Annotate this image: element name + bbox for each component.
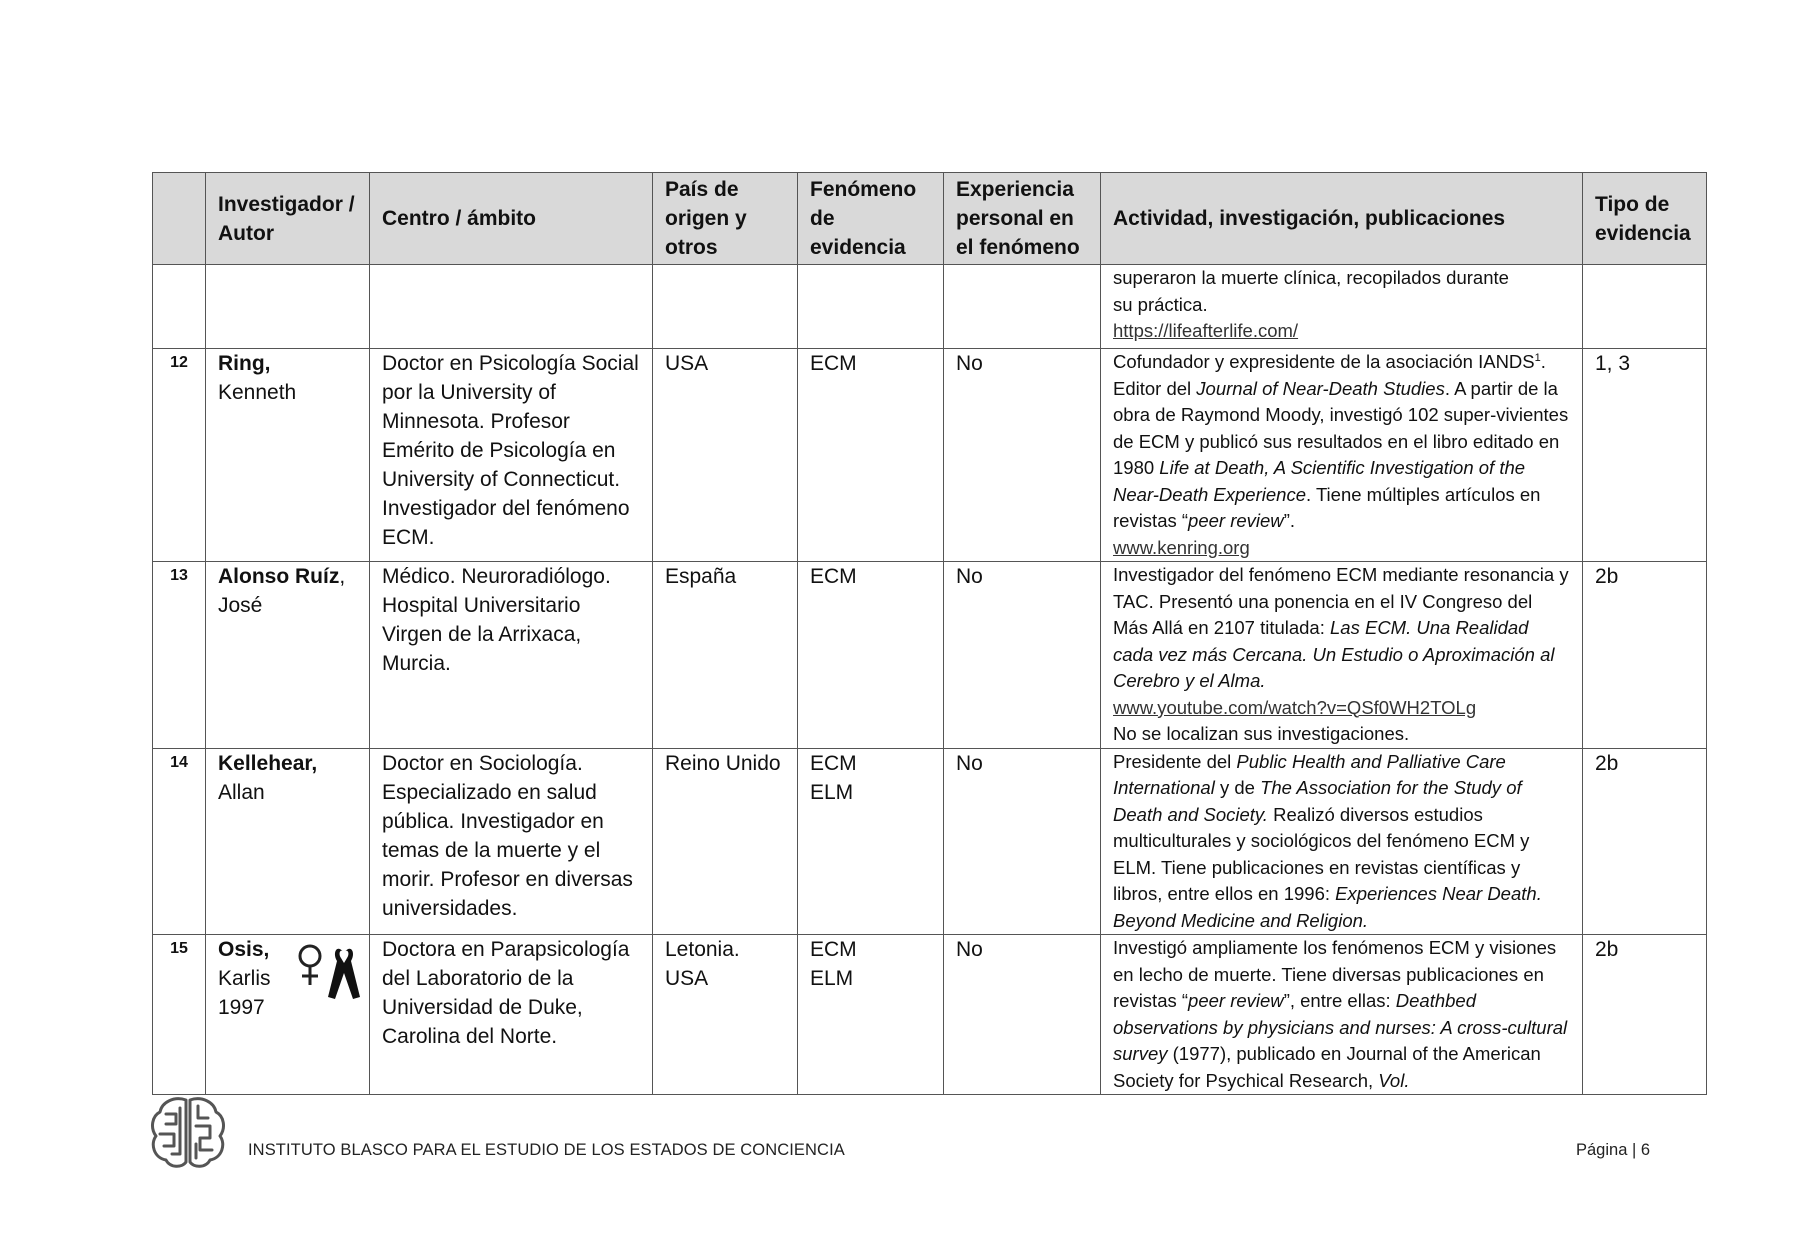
cell-evidence-type: 2b (1583, 748, 1707, 935)
header-country: País de origen y otros (653, 173, 798, 265)
cell-researcher (206, 265, 370, 349)
footnote-ref[interactable]: 1 (1534, 351, 1541, 364)
researcher-surname: Ring, (218, 352, 271, 375)
cell-country: USA (653, 349, 798, 562)
cell-phenomenon: ECM (798, 562, 944, 749)
article-title: Deathbed observations by physicians and nurses: A cross-cultural survey (1113, 990, 1568, 1064)
table-row-continuation (153, 265, 1707, 349)
female-symbol-icon (295, 943, 325, 987)
cell-researcher (206, 349, 370, 562)
researchers-table (152, 172, 1707, 1095)
cell-experience (944, 265, 1101, 349)
cell-experience: No (944, 562, 1101, 749)
researcher-name: José (218, 594, 263, 617)
cell-evidence-type: 2b (1583, 935, 1707, 1095)
talk-title: Las ECM. Una Realidad cada vez más Cercana. Un Estudio o Aproximación al Cerebro y el Alma. (1113, 617, 1555, 691)
table-row (153, 349, 1707, 562)
header-activity: Actividad, investigación, publicaciones (1101, 173, 1583, 265)
phenomenon-item: ELM (810, 967, 854, 990)
cell-center: Doctor en Psicología Social por la University of Minnesota. Profesor Emérito de Psicología en University of Connecticut. Investigador del fenómeno ECM. (370, 349, 653, 562)
row-number: 13 (153, 562, 206, 749)
activity-text: Investigador del fenómeno ECM mediante resonancia y TAC. Presentó una ponencia en el IV Congreso del Más Allá en 2107 titulada: (1113, 564, 1569, 638)
cell-researcher (206, 935, 370, 1095)
phenomenon-item: ECM (810, 751, 857, 775)
country-item: Letonia. (665, 938, 740, 961)
activity-text: No se localizan sus investigaciones. (1113, 723, 1410, 744)
peer-review-text: peer review (1188, 510, 1284, 531)
cell-activity (1101, 562, 1583, 749)
researcher-year: 1997 (218, 996, 265, 1019)
cell-activity (1101, 265, 1583, 349)
row-number: 15 (153, 935, 206, 1095)
book-title: Experiences Near Death. Beyond Medicine and Religion. (1113, 883, 1542, 931)
activity-text: . Tiene múltiples artículos en revistas “ (1113, 483, 1541, 531)
cell-activity (1101, 349, 1583, 562)
youtube-link[interactable]: www.youtube.com/watch?v=QSf0WH2TOLg (1113, 696, 1477, 718)
cell-evidence-type: 1, 3 (1583, 349, 1707, 562)
header-experience: Experiencia personal en el fenómeno (944, 173, 1101, 265)
activity-text: Cofundador y expresidente de la asociación IANDS (1113, 351, 1535, 372)
row-number: 14 (153, 748, 206, 935)
cell-researcher: Alonso Ruíz, José (206, 562, 370, 749)
cell-country (653, 935, 798, 1095)
phenomenon-item: ECM (810, 938, 857, 961)
researcher-name: Kenneth (218, 381, 297, 404)
cell-experience: No (944, 349, 1101, 562)
cell-country (653, 265, 798, 349)
cell-phenomenon (798, 265, 944, 349)
table-row (153, 935, 1707, 1095)
researcher-icons (295, 943, 361, 1001)
table-row (153, 748, 1707, 935)
header-researcher: Investigador / Autor (206, 173, 370, 265)
header-phenomenon: Fenómeno de evidencia (798, 173, 944, 265)
cell-center: Médico. Neuroradiólogo. Hospital Universitario Virgen de la Arrixaca, Murcia. (370, 562, 653, 749)
header-number (153, 173, 206, 265)
activity-text: ”, entre ellas: (1283, 990, 1396, 1011)
footer-page-number: Página | 6 (1576, 1141, 1651, 1159)
researcher-surname: Alonso Ruíz (218, 565, 340, 588)
activity-line: su práctica. (1113, 293, 1208, 315)
row-number: 12 (153, 349, 206, 562)
cell-experience: No (944, 935, 1101, 1095)
cell-experience: No (944, 748, 1101, 935)
cell-researcher (206, 748, 370, 935)
researcher-name: Allan (218, 780, 265, 804)
activity-text: Investigó ampliamente los fenómenos ECM y visiones en lecho de muerte. Tiene diversas publicaciones en revistas “ (1113, 937, 1557, 1011)
phenomenon-item: ELM (810, 780, 854, 804)
researcher-name: Karlis (218, 967, 271, 990)
cell-country: España (653, 562, 798, 749)
org-title: Public Health and Palliative Care International (1113, 750, 1506, 798)
activity-line: superaron la muerte clínica, recopilados durante (1113, 267, 1509, 288)
activity-text: ”. (1283, 510, 1295, 531)
table-header-row (153, 173, 1707, 265)
cell-phenomenon: ECM (798, 349, 944, 562)
activity-text: (1977), publicado en Journal of the American Society for Psychical Research, (1113, 1043, 1541, 1091)
country-item: USA (665, 967, 709, 990)
cell-center (370, 265, 653, 349)
researcher-surname: Osis, (218, 938, 270, 961)
cell-activity (1101, 935, 1583, 1095)
book-title: Life at Death, A Scientific Investigation of the Near-Death Experience (1113, 457, 1526, 505)
cell-country: Reino Unido (653, 748, 798, 935)
footer-institute: INSTITUTO BLASCO PARA EL ESTUDIO DE LOS ESTADOS DE CONCIENCIA (248, 1141, 845, 1159)
cell-evidence-type (1583, 265, 1707, 349)
volume-text: Vol. (1378, 1069, 1410, 1091)
activity-text: Presidente del (1113, 750, 1237, 772)
cell-center: Doctor en Sociología. Especializado en salud pública. Investigador en temas de la muerte y el morir. Profesor en diversas universidades. (370, 748, 653, 935)
activity-text: Realizó diversos estudios multiculturales y sociológicos del fenómeno ECM y ELM. Tiene publicaciones en revistas científicas y libros, entre ellos en 1996: (1113, 803, 1530, 904)
activity-text: . A partir de la obra de Raymond Moody, investigó 102 super-vivientes de ECM y publicó sus resultados en el libro editado en 1980 (1113, 377, 1569, 478)
mourning-ribbon-icon (327, 943, 361, 1001)
activity-text: . Editor del (1113, 351, 1546, 399)
brain-logo-icon (148, 1094, 228, 1170)
journal-title: Journal of Near-Death Studies (1196, 377, 1445, 399)
cell-activity (1101, 748, 1583, 935)
cell-phenomenon (798, 935, 944, 1095)
cell-phenomenon (798, 748, 944, 935)
cell-number (153, 265, 206, 349)
peer-review-text: peer review (1188, 990, 1284, 1011)
table-row (153, 562, 1707, 749)
cell-evidence-type: 2b (1583, 562, 1707, 749)
header-evidence-type: Tipo de evidencia (1583, 173, 1707, 265)
researcher-surname: Kellehear, (218, 751, 318, 775)
kenring-link[interactable]: www.kenring.org (1113, 536, 1250, 558)
activity-text: y de (1214, 777, 1261, 798)
cell-center: Doctora en Parapsicología del Laboratorio de la Universidad de Duke, Carolina del Norte. (370, 935, 653, 1095)
org-title: The Association for the Study of Death and Society. (1113, 777, 1522, 825)
lifeafterlife-link[interactable]: https://lifeafterlife.com/ (1113, 320, 1299, 341)
header-center: Centro / ámbito (370, 173, 653, 265)
